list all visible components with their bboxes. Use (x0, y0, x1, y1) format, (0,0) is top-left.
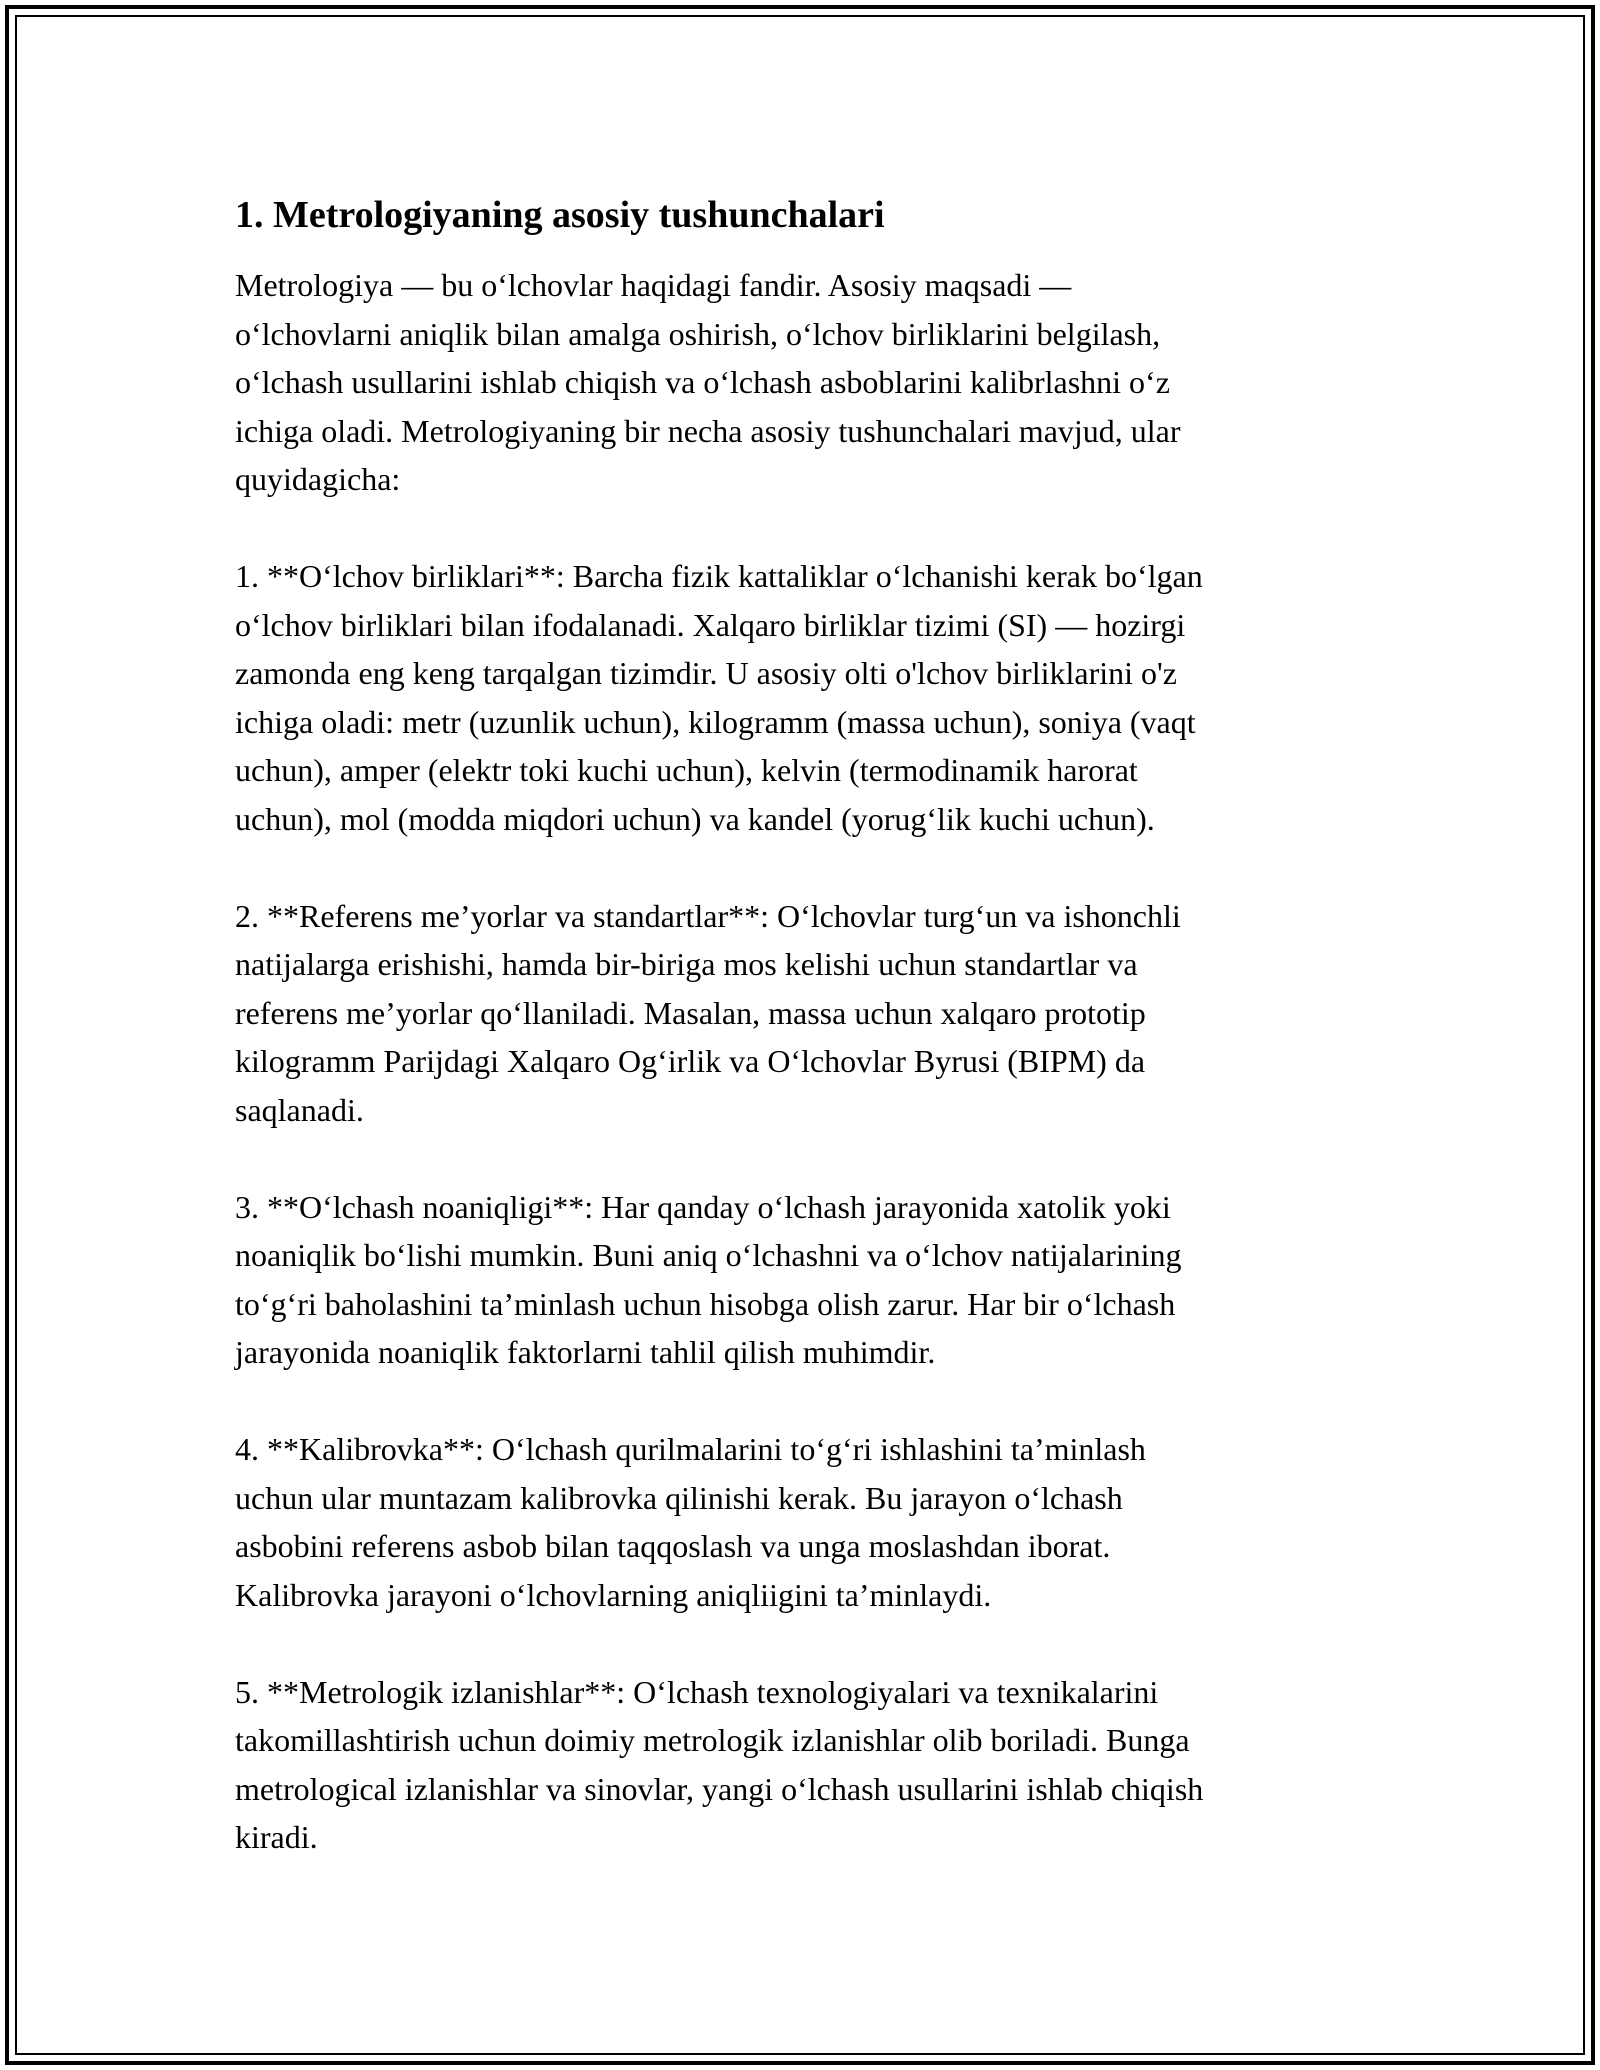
list-item-uncertainty: 3. **Oʻlchash noaniqligi**: Har qanday oʻlchash jarayonida xatolik yoki noaniqlik boʻlishi mumkin. Buni aniq oʻlchashni va oʻlchov natijalarining toʻgʻri baholashini ta’minlash uchun hisobga olish zarur. Har bir oʻlchash jarayonida noaniqlik faktorlarni tahlil qilish muhimdir. (235, 1188, 1182, 1370)
document-title: 1. Metrologiyaning asosiy tushunchalari (235, 194, 885, 236)
list-item-standards: 2. **Referens me’yorlar va standartlar**: Oʻlchovlar turgʻun va ishonchli natijalarga erishishi, hamda bir-biriga mos kelishi uchun standartlar va referens me’yorlar qoʻllaniladi. Masalan, massa uchun xalqaro prototip kilogramm Parijdagi Xalqaro Ogʻirlik va Oʻlchovlar Byrusi (BIPM) da saqlanadi. (235, 897, 1181, 1128)
document-body (235, 185, 1365, 1862)
intro-paragraph: Metrologiya — bu oʻlchovlar haqidagi fandir. Asosiy maqsadi — oʻlchovlarni aniqlik bilan amalga oshirish, oʻlchov birliklarini belgilash, oʻlchash usullarini ishlab chiqish va oʻlchash asboblarini kalibrlashni oʻz ichiga oladi. Metrologiyaning bir necha asosiy tushunchalari mavjud, ular quyidagicha: (235, 267, 1181, 497)
list-item-calibration: 4. **Kalibrovka**: Oʻlchash qurilmalarini toʻgʻri ishlashini ta’minlash uchun ular muntazam kalibrovka qilinishi kerak. Bu jarayon oʻlchash asbobini referens asbob bilan taqqoslash va unga moslashdan iborat. Kalibrovka jarayoni oʻlchovlarning aniqliigini ta’minlaydi. (235, 1431, 1146, 1613)
list-item-research: 5. **Metrologik izlanishlar**: Oʻlchash texnologiyalari va texnikalarini takomillashtirish uchun doimiy metrologik izlanishlar olib boriladi. Bunga metrological izlanishlar va sinovlar, yangi oʻlchash usullarini ishlab chiqish kiradi. (235, 1673, 1204, 1855)
list-item-units: 1. **Oʻlchov birliklari**: Barcha fizik kattaliklar oʻlchanishi kerak boʻlgan oʻlchov birliklari bilan ifodalanadi. Xalqaro birliklar tizimi (SI) — hozirgi zamonda eng keng tarqalgan tizimdir. U asosiy olti o'lchov birliklarini o'z ichiga oladi: metr (uzunlik uchun), kilogramm (massa uchun), soniya (vaqt uchun), amper (elektr toki kuchi uchun), kelvin (termodinamik harorat uchun), mol (modda miqdori uchun) va kandel (yorugʻlik kuchi uchun). (235, 558, 1203, 837)
